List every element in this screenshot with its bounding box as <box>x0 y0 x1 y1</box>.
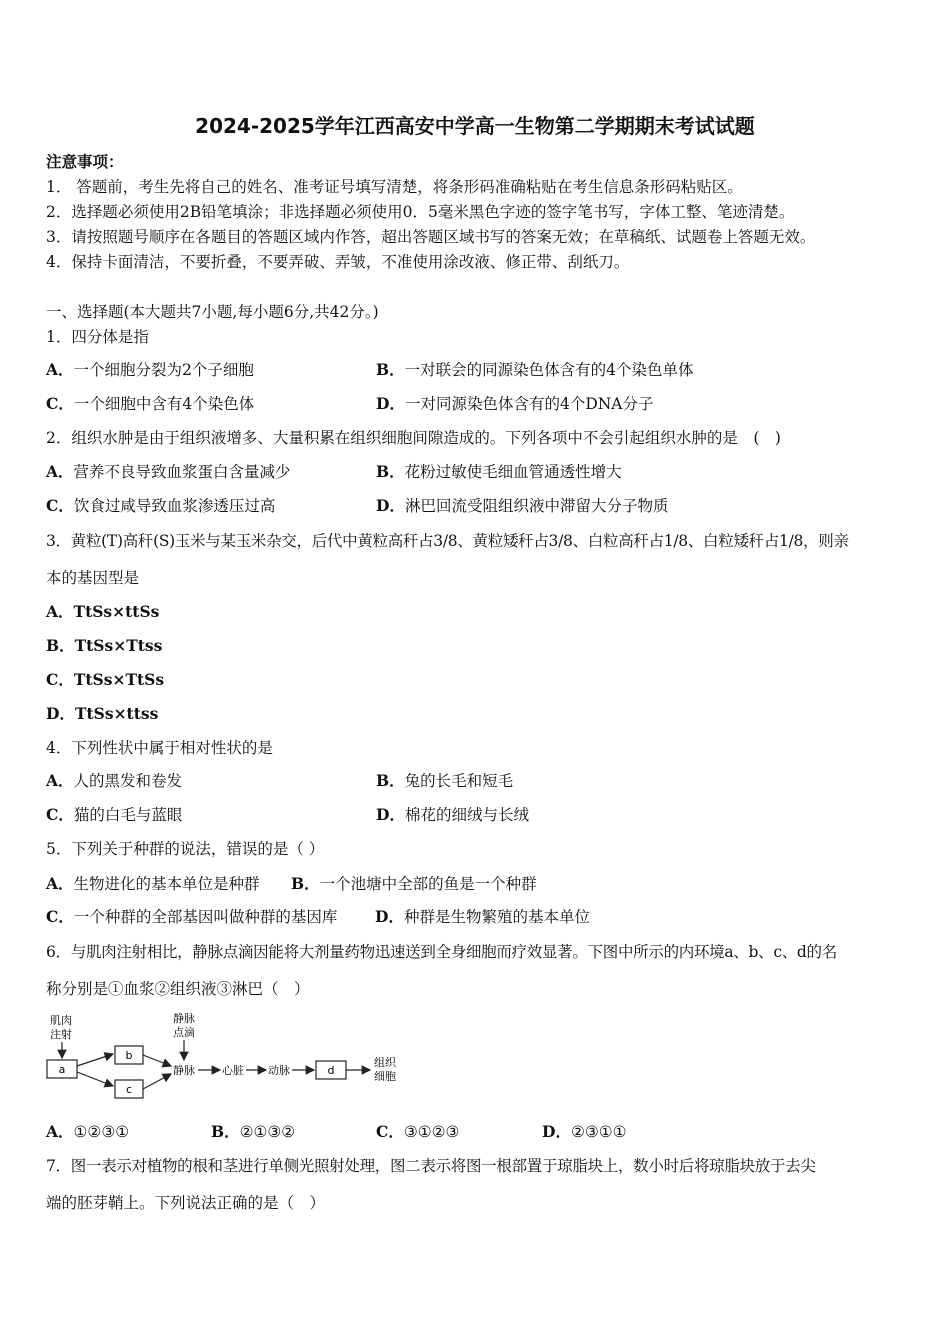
section-heading: 一、选择题(本大题共7小题,每小题6分,共42分。) <box>46 303 379 321</box>
q2-option-a: A．营养不良导致血浆蛋白含量减少 <box>46 462 291 481</box>
box-a-label: a <box>58 1063 66 1076</box>
q6-stem: 6．与肌肉注射相比，静脉点滴因能将大剂量药物迅速送到全身细胞而疗效显著。下图中所示的内环境a、b、c、d的名 <box>46 943 837 961</box>
notice-item: 1． 答题前，考生先将自己的姓名、准考证号填写清楚，将条形码准确粘贴在考生信息条形码粘贴区。 <box>46 178 743 196</box>
label-inject-2: 注射 <box>50 1028 72 1041</box>
label-cell-2: 细胞 <box>374 1070 396 1083</box>
q3-stem: 3．黄粒(T)高秆(S)玉米与某玉米杂交，后代中黄粒高秆占3/8、黄粒矮秆占3/8、白粒高秆占1/8、白粒矮秆占1/8，则亲 <box>46 532 849 550</box>
q2-option-b: B．花粉过敏使毛细血管通透性增大 <box>376 462 622 481</box>
q3-option-d: D．TtSs×ttss <box>46 704 159 723</box>
q3-option-a: A．TtSs×ttSs <box>46 602 160 621</box>
notice-item: 3．请按照题号顺序在各题目的答题区域内作答，超出答题区域书写的答案无效；在草稿纸、试题卷上答题无效。 <box>46 228 816 246</box>
q6-option-a: A．①②③① <box>46 1122 130 1141</box>
q3-stem-cont: 本的基因型是 <box>46 569 140 587</box>
label-drip-1: 静脉 <box>173 1012 195 1025</box>
q2-stem: 2．组织水肿是由于组织液增多、大量积累在组织细胞间隙造成的。下列各项中不会引起组织水肿的是 ( ) <box>46 429 781 447</box>
q4-stem: 4．下列性状中属于相对性状的是 <box>46 739 273 757</box>
label-inject-1: 肌肉 <box>50 1014 72 1027</box>
q6-diagram <box>40 1010 410 1110</box>
q6-option-c: C．③①②③ <box>376 1122 460 1141</box>
q6-stem-cont: 称分别是①血浆②组织液③淋巴（ ） <box>46 980 310 998</box>
notice-item: 4．保持卡面清洁，不要折叠，不要弄破、弄皱，不准使用涂改液、修正带、刮纸刀。 <box>46 253 630 271</box>
q2-option-d: D．淋巴回流受阻组织液中滞留大分子物质 <box>376 496 669 515</box>
label-vein: 静脉 <box>173 1064 195 1077</box>
q4-option-b: B．兔的长毛和短毛 <box>376 771 514 790</box>
notice-item: 2．选择题必须使用2B铅笔填涂；非选择题必须使用0．5毫米黑色字迹的签字笔书写，字体工整、笔迹清楚。 <box>46 203 795 221</box>
notice-heading: 注意事项： <box>46 152 124 171</box>
q5-option-c: C．一个种群的全部基因叫做种群的基因库 <box>46 907 338 926</box>
q3-option-b: B．TtSs×Ttss <box>46 636 163 655</box>
q1-option-c: C．一个细胞中含有4个染色体 <box>46 394 255 413</box>
q5-option-d: D．种群是生物繁殖的基本单位 <box>375 907 590 926</box>
q5-stem: 5．下列关于种群的说法，错误的是（ ） <box>46 840 325 858</box>
q1-stem: 1．四分体是指 <box>46 328 149 346</box>
q6-option-d: D．②③①① <box>542 1122 627 1141</box>
box-b-label: b <box>125 1049 133 1062</box>
q5-option-b: B．一个池塘中全部的鱼是一个种群 <box>291 874 537 893</box>
q4-option-a: A．人的黑发和卷发 <box>46 771 183 790</box>
box-c-label: c <box>125 1083 133 1096</box>
label-heart: 心脏 <box>222 1064 244 1077</box>
q1-option-b: B．一对联会的同源染色体含有的4个染色单体 <box>376 360 694 379</box>
q4-option-d: D．棉花的细绒与长绒 <box>376 805 529 824</box>
q2-option-c: C．饮食过咸导致血浆渗透压过高 <box>46 496 276 515</box>
label-artery: 动脉 <box>268 1064 290 1077</box>
q1-option-d: D．一对同源染色体含有的4个DNA分子 <box>376 394 654 413</box>
q6-option-b: B．②①③② <box>211 1122 296 1141</box>
page-title: 2024-2025学年江西高安中学高一生物第二学期期末考试试题 <box>195 114 755 138</box>
q1-option-a: A．一个细胞分裂为2个子细胞 <box>46 360 254 379</box>
label-cell-1: 组织 <box>374 1056 396 1069</box>
label-drip-2: 点滴 <box>173 1026 195 1039</box>
q7-stem: 7．图一表示对植物的根和茎进行单侧光照射处理，图二表示将图一根部置于琼脂块上，数小时后将琼脂块放于去尖 <box>46 1157 816 1175</box>
box-d-label: d <box>327 1064 335 1077</box>
q7-stem-cont: 端的胚芽鞘上。下列说法正确的是（ ） <box>46 1194 326 1212</box>
q5-option-a: A．生物进化的基本单位是种群 <box>46 874 260 893</box>
q4-option-c: C．猫的白毛与蓝眼 <box>46 805 183 824</box>
q3-option-c: C．TtSs×TtSs <box>46 670 165 689</box>
